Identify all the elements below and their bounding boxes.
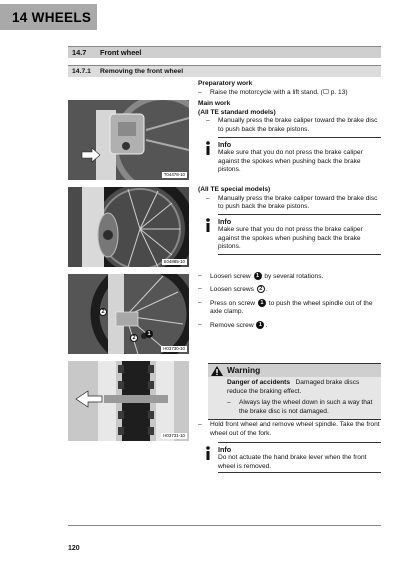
warning-body [208, 377, 381, 419]
callout-badge: 1 [256, 321, 264, 329]
main-heading: Main work [198, 100, 231, 107]
photo-code: S04885-10 [163, 259, 185, 265]
special-models [198, 186, 382, 212]
info-body: Do not actuate the hand brake lever when the front wheel is removed. [218, 454, 367, 470]
subsection-number: 14.7.1 [72, 67, 91, 75]
warning-header [208, 364, 381, 377]
page-number: 120 [68, 545, 80, 552]
photo-wheel-spindle [68, 361, 189, 441]
step-remove-spindle: – Hold front wheel and remove wheel spindle. Take the front wheel out of the fork. [198, 421, 382, 438]
info-title: Info [218, 140, 232, 149]
info-box [218, 214, 381, 252]
info-body: Make sure that you do not press the brake caliper against the spokes when pushing back the brake pistons. [218, 149, 363, 174]
info-box [218, 442, 381, 471]
screw-steps [198, 272, 382, 330]
warning-danger-label: Danger of accidents [227, 379, 291, 386]
info-title: Info [218, 445, 232, 454]
info-body: Make sure that you do not press the brake caliper against the spokes when pushing back the brake pistons. [218, 226, 363, 251]
info-box [218, 137, 381, 175]
step-press-screw-1: – Press on screw 1 to push the wheel spindle out of the axle clamp. [198, 299, 382, 317]
info-title: Info [218, 217, 232, 226]
photo-callout-2: 2 [99, 308, 107, 316]
standard-models-heading: (All TE standard models) [198, 108, 276, 116]
callout-badge: 1 [258, 299, 266, 307]
callout-badge: 1 [254, 272, 262, 280]
warning-danger-text: Damaged brake discs reduce the braking effect. [227, 379, 360, 395]
info-icon [204, 446, 212, 460]
section-header [68, 46, 381, 58]
warning-item: – Always lay the wheel down in such a way that the brake disc is not damaged. [227, 399, 377, 416]
photo-callout-2: 2 [130, 334, 138, 342]
chapter-tab [0, 4, 97, 30]
photo-code: T04478-10 [163, 172, 185, 178]
info-divider [218, 472, 381, 473]
special-models-heading: (All TE special models) [198, 186, 271, 193]
warning-title: Warning [227, 365, 261, 375]
footer-divider [68, 525, 381, 526]
step-loosen-screw-1: – Loosen screw 1 by several rotations. [198, 272, 382, 281]
warning-box [208, 363, 381, 420]
chapter-title: 14 WHEELS [12, 10, 92, 25]
info-icon [204, 218, 212, 232]
info-icon [204, 141, 212, 155]
standard-item: – Manually press the brake caliper toward the brake disc to push back the brake pistons. [206, 117, 382, 134]
preparatory-item: – Raise the motorcycle with a lift stand. ( p. 13) [198, 89, 382, 98]
special-item: – Manually press the brake caliper toward the brake disc to push back the brake pistons. [206, 195, 382, 212]
info-divider [218, 254, 381, 255]
step-remove-screw-1: – Remove screw 1 . [198, 321, 382, 330]
preparatory-heading: Preparatory work [198, 80, 253, 87]
subsection-title: Removing the front wheel [100, 67, 184, 75]
final-step [198, 421, 382, 438]
photo-axle-clamp [68, 274, 189, 354]
photo-callout-1: 1 [145, 330, 153, 338]
subsection-header [68, 65, 381, 77]
photo-brake-caliper [68, 100, 189, 180]
preparatory-work [198, 80, 382, 97]
photo-code: H03730-10 [163, 346, 185, 352]
section-number: 14.7 [72, 48, 87, 57]
warning-triangle-icon [211, 366, 223, 376]
callout-badge: 2 [257, 285, 265, 293]
photo-code: H03731-10 [163, 433, 185, 439]
main-work [198, 100, 382, 134]
section-title: Front wheel [100, 48, 142, 57]
photo-brake-disc [68, 187, 189, 267]
step-loosen-screws-2: – Loosen screws 2 . [198, 285, 382, 294]
